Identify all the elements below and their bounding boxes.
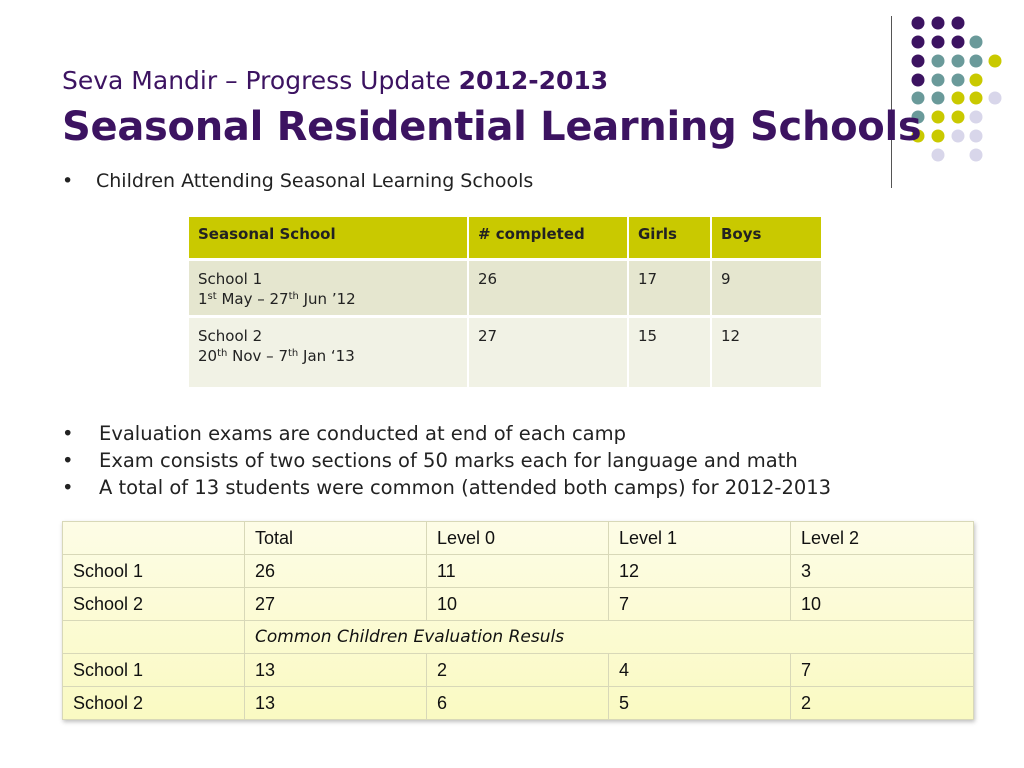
- decorative-dot: [932, 149, 945, 162]
- header-seasonal-school: Seasonal School: [189, 217, 469, 261]
- level-1-cell: 4: [609, 654, 791, 687]
- decorative-dot: [952, 55, 965, 68]
- decorative-dot: [952, 130, 965, 143]
- level-2-cell: 3: [791, 555, 974, 588]
- bullet-children-attending: • Children Attending Seasonal Learning Schools: [62, 170, 534, 192]
- decorative-dot: [932, 36, 945, 49]
- decorative-dot: [970, 111, 983, 124]
- school-cell: School 1 1st May – 27th Jun ’12: [189, 261, 469, 318]
- table-row: [63, 654, 974, 687]
- level-2-cell: 10: [791, 588, 974, 621]
- bullet-icon: •: [62, 170, 74, 192]
- subtitle-year: 2012-2013: [458, 66, 609, 95]
- completed-cell: 26: [469, 261, 629, 318]
- decorative-dot: [970, 36, 983, 49]
- decorative-dot: [970, 55, 983, 68]
- level-2-cell: 7: [791, 654, 974, 687]
- decorative-dot: [912, 36, 925, 49]
- decorative-dot: [970, 130, 983, 143]
- level-0-cell: 6: [427, 687, 609, 720]
- evaluation-header-row: [63, 522, 974, 555]
- table-row: [189, 318, 823, 390]
- decorative-dot: [912, 55, 925, 68]
- header-empty: [63, 522, 245, 555]
- section-row: [63, 621, 974, 654]
- page-title: Seasonal Residential Learning Schools: [62, 104, 922, 150]
- level-1-cell: 12: [609, 555, 791, 588]
- table-row: [63, 555, 974, 588]
- decorative-dot: [952, 74, 965, 87]
- list-item: • Exam consists of two sections of 50 marks each for language and math: [62, 449, 798, 472]
- decorative-dot: [989, 92, 1002, 105]
- attendance-header-row: [189, 217, 823, 261]
- decorative-dot: [912, 74, 925, 87]
- header-level-0: Level 0: [427, 522, 609, 555]
- decorative-dot: [912, 92, 925, 105]
- decorative-dot: [932, 17, 945, 30]
- boys-cell: 9: [712, 261, 823, 318]
- level-0-cell: 11: [427, 555, 609, 588]
- row-label: School 2: [63, 687, 245, 720]
- header-boys: Boys: [712, 217, 823, 261]
- header-level-1: Level 1: [609, 522, 791, 555]
- total-cell: 27: [245, 588, 427, 621]
- level-2-cell: 2: [791, 687, 974, 720]
- header-completed: # completed: [469, 217, 629, 261]
- header-girls: Girls: [629, 217, 712, 261]
- total-cell: 13: [245, 654, 427, 687]
- decorative-dot: [932, 92, 945, 105]
- table-row: [63, 588, 974, 621]
- decorative-dot: [932, 130, 945, 143]
- common-children-section-label: Common Children Evaluation Resuls: [245, 621, 974, 654]
- total-cell: 26: [245, 555, 427, 588]
- decorative-dot: [970, 74, 983, 87]
- decorative-dot: [932, 55, 945, 68]
- header-level-2: Level 2: [791, 522, 974, 555]
- evaluation-bullets: [62, 420, 831, 501]
- girls-cell: 17: [629, 261, 712, 318]
- total-cell: 13: [245, 687, 427, 720]
- decorative-dot: [912, 17, 925, 30]
- decorative-dot: [932, 111, 945, 124]
- evaluation-table: [62, 521, 974, 720]
- row-label: School 2: [63, 588, 245, 621]
- page-subtitle: Seva Mandir – Progress Update 2012-2013: [62, 66, 609, 95]
- decorative-dot: [952, 111, 965, 124]
- decorative-dot: [932, 74, 945, 87]
- list-item: • Evaluation exams are conducted at end of each camp: [62, 422, 626, 445]
- attendance-table: [189, 217, 823, 390]
- decorative-dot: [970, 92, 983, 105]
- header-divider-line: [891, 16, 892, 188]
- header-total: Total: [245, 522, 427, 555]
- completed-cell: 27: [469, 318, 629, 390]
- row-label: School 1: [63, 555, 245, 588]
- boys-cell: 12: [712, 318, 823, 390]
- table-row: [63, 687, 974, 720]
- school-cell: School 2 20th Nov – 7th Jan ‘13: [189, 318, 469, 390]
- girls-cell: 15: [629, 318, 712, 390]
- decorative-dot: [989, 55, 1002, 68]
- list-item: • A total of 13 students were common (attended both camps) for 2012-2013: [62, 476, 832, 499]
- level-1-cell: 5: [609, 687, 791, 720]
- decorative-dot: [952, 36, 965, 49]
- section-empty-cell: [63, 621, 245, 654]
- decorative-dot: [952, 17, 965, 30]
- level-1-cell: 7: [609, 588, 791, 621]
- level-0-cell: 2: [427, 654, 609, 687]
- table-row: [189, 261, 823, 318]
- level-0-cell: 10: [427, 588, 609, 621]
- decorative-dot: [970, 149, 983, 162]
- decorative-dot: [952, 92, 965, 105]
- row-label: School 1: [63, 654, 245, 687]
